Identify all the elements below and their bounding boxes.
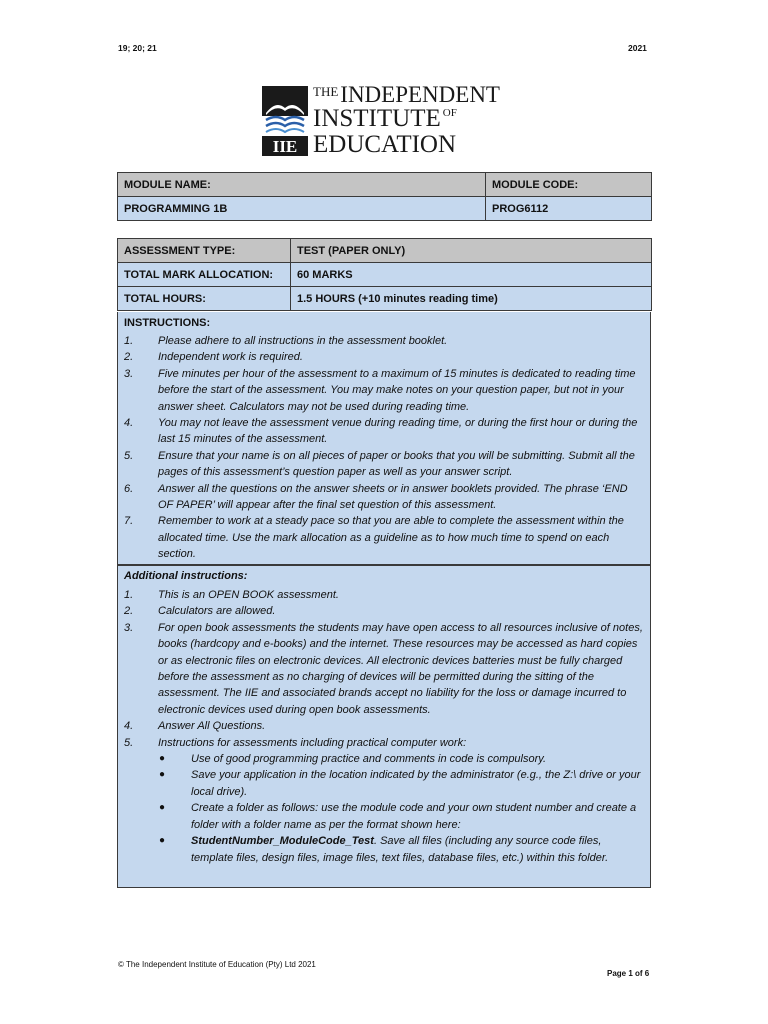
- assessment-type-label: ASSESSMENT TYPE:: [118, 239, 291, 263]
- list-item: 4. You may not leave the assessment venue during reading time, or during the first hour or during the last 15 minutes of the assessment.: [124, 417, 638, 446]
- logo-of: OF: [442, 107, 457, 119]
- list-item: 3. Five minutes per hour of the assessment to a maximum of 15 minutes is dedicated to reading time before the start of the assessment. You may make notes on your question paper, but not in your answer sheet. Calculators may not be used during reading time.: [124, 367, 636, 413]
- instructions-box: [117, 312, 651, 565]
- header-date-codes: 19; 20; 21: [118, 43, 157, 53]
- total-hours-value: 1.5 HOURS (+10 minutes reading time): [291, 287, 652, 311]
- instructions-title: INSTRUCTIONS:: [124, 317, 211, 329]
- list-item: 1. Please adhere to all instructions in the assessment booklet.: [124, 335, 448, 347]
- folder-format: StudentNumber_ModuleCode_Test: [191, 835, 374, 848]
- total-mark-label: TOTAL MARK ALLOCATION:: [118, 263, 291, 287]
- module-name-label: MODULE NAME:: [118, 173, 486, 197]
- list-item: 1. This is an OPEN BOOK assessment.: [124, 589, 339, 601]
- additional-instructions-list: [124, 587, 644, 866]
- assessment-type-value: TEST (PAPER ONLY): [291, 239, 652, 263]
- footer-page-number: Page 1 of 6: [607, 969, 650, 978]
- module-code-value: PROG6112: [486, 197, 652, 221]
- additional-instructions-box: [117, 565, 651, 888]
- bullet-icon: ●: [159, 769, 166, 781]
- list-item: 4. Answer All Questions.: [124, 720, 266, 733]
- instructions-list: [124, 333, 644, 563]
- module-name-value: PROGRAMMING 1B: [118, 197, 486, 221]
- list-item: 7. Remember to work at a steady pace so that you are able to complete the assessment within the allocated time. Use the mark allocation as a guideline as to how much time to spend on each section.: [124, 515, 624, 561]
- bullet-icon: ●: [159, 753, 166, 765]
- list-item: 6. Answer all the questions on the answer sheets or in answer booklets provided. The phrase ‘END OF PAPER’ will appear after the final set question of this assessment.: [124, 482, 628, 512]
- list-item: 5. Ensure that your name is on all pieces of paper or books that you will be submitting. Submit all the pages of this assessment’s question paper as well as your answer script.: [124, 449, 635, 479]
- logo-the: THE: [313, 84, 339, 99]
- module-table: [117, 172, 652, 221]
- iie-logo: [262, 83, 512, 158]
- logo-independent: INDEPENDENT: [340, 82, 500, 107]
- list-item: 2. Independent work is required.: [124, 351, 303, 364]
- bullet-icon: ●: [159, 835, 166, 847]
- module-code-label: MODULE CODE:: [486, 173, 652, 197]
- list-item: 3. For open book assessments the students may have open access to all resources inclusive of notes, books (hardcopy and e-books) and the internet. These resources may be accessed as hard copies or as electronic files on electronic devices. All electronic devices batteries must be fully charged before the assessment as no charging of devices will be permitted during the sitting of the assessment. The IIE and associated brands accept no liability for the loss or damage incurred to electronic devices used during open book assessments.: [124, 621, 643, 716]
- list-item: 5. Instructions for assessments including practical computer work: ● Use of good programming practice and comments in code is compulsory. ● Save your application in the location indicated by the administrator (e.g., the Z:\ drive or your local drive). ● Create a folder as follows: use the module code and your own student number and create a folder with a folder name as per the format shown here: ● StudentNumber_ModuleCode_Test. Save all files (including any source code files, template files, design files, image files, text files, database files, etc.) within this folder.: [124, 735, 644, 866]
- total-hours-label: TOTAL HOURS:: [118, 287, 291, 311]
- bullet-item: ● Use of good programming practice and comments in code is compulsory.: [158, 751, 644, 767]
- additional-instructions-title: Additional instructions:: [124, 570, 248, 582]
- assessment-table: [117, 238, 652, 311]
- iie-book-logo-icon: [262, 86, 308, 156]
- list-item: 2. Calculators are allowed.: [124, 605, 276, 618]
- bullet-icon: ●: [159, 802, 166, 814]
- header-year: 2021: [628, 43, 647, 53]
- total-mark-value: 60 MARKS: [291, 263, 652, 287]
- bullet-item: ● StudentNumber_ModuleCode_Test. Save all files (including any source code files, template files, design files, image files, text files, database files, etc.) within this folder.: [159, 835, 609, 864]
- logo-education: EDUCATION: [313, 131, 457, 158]
- logo-mark-text: IIE: [272, 137, 298, 156]
- bullet-item: ● Save your application in the location indicated by the administrator (e.g., the Z:\ drive or your local drive).: [159, 769, 641, 798]
- logo-institute: INSTITUTE: [313, 105, 441, 132]
- bullet-item: ● Create a folder as follows: use the module code and your own student number and create a folder with a folder name as per the format shown here:: [159, 802, 637, 831]
- practical-work-bullets: [158, 751, 644, 866]
- footer-copyright: © The Independent Institute of Education (Pty) Ltd 2021: [118, 960, 316, 969]
